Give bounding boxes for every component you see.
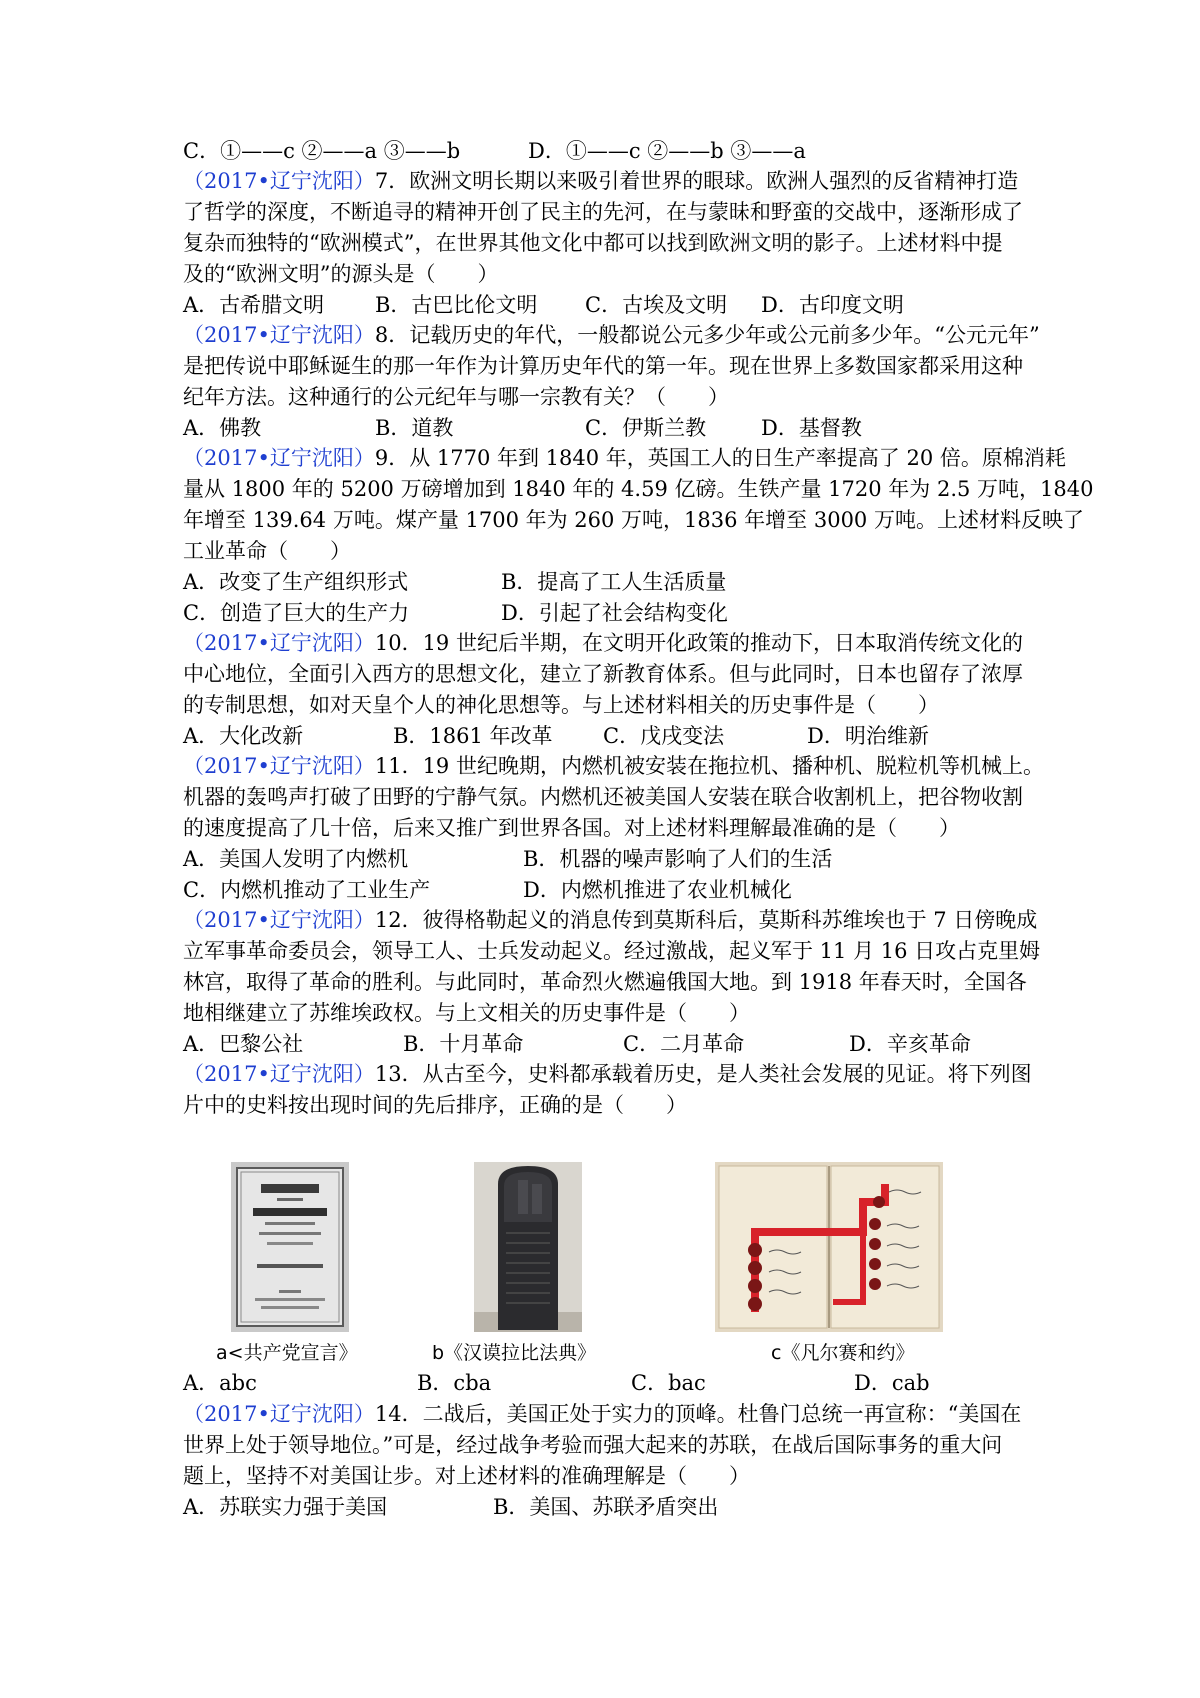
q7-option-d[interactable]: D．古印度文明 bbox=[761, 293, 904, 317]
q9-line-1: （2017•辽宁沈阳）9．从 1770 年到 1840 年，英国工人的日生产率提高了 20 倍。原棉消耗 bbox=[183, 446, 1066, 470]
q10-option-b[interactable]: B．1861 年改革 bbox=[393, 724, 553, 748]
q7-line-4: 及的“欧洲文明”的源头是（ ） bbox=[183, 262, 499, 286]
q13-option-d[interactable]: D．cab bbox=[854, 1371, 930, 1395]
q10-options-row bbox=[183, 721, 1063, 752]
q11-option-c[interactable]: C．内燃机推动了工业生产 bbox=[183, 878, 431, 902]
q9-option-a[interactable]: A．改变了生产组织形式 bbox=[183, 570, 409, 594]
q8-line-2: 是把传说中耶稣诞生的那一年作为计算历史年代的第一年。现在世界上多数国家都采用这种 bbox=[183, 354, 1023, 378]
q12-line-3: 林宫，取得了革命的胜利。与此同时，革命烈火燃遍俄国大地。到 1918 年春天时，全国各 bbox=[183, 970, 1027, 994]
source-tag: （2017•辽宁沈阳） bbox=[183, 631, 375, 655]
q11-line-1: （2017•辽宁沈阳）11．19 世纪晚期，内燃机被安装在拖拉机、播种机、脱粒机等机械上。 bbox=[183, 754, 1044, 778]
q13-option-b[interactable]: B．cba bbox=[417, 1371, 492, 1395]
q9-line-4: 工业革命（ ） bbox=[183, 539, 351, 563]
q11-options-row-2 bbox=[183, 875, 1063, 906]
q13-option-a[interactable]: A．abc bbox=[183, 1371, 257, 1395]
q8-option-a[interactable]: A．佛教 bbox=[183, 416, 262, 440]
q13-line-2: 片中的史料按出现时间的先后排序，正确的是（ ） bbox=[183, 1093, 687, 1117]
q11-line-3: 的速度提高了几十倍，后来又推广到世界各国。对上述材料理解最准确的是（ ） bbox=[183, 816, 960, 840]
q7-line-2: 了哲学的深度，不断追寻的精神开创了民主的先河，在与蒙昧和野蛮的交战中，逐渐形成了 bbox=[183, 200, 1023, 224]
source-tag: （2017•辽宁沈阳） bbox=[183, 446, 375, 470]
q11-option-b[interactable]: B．机器的噪声影响了人们的生活 bbox=[523, 847, 833, 871]
q12-option-b[interactable]: B．十月革命 bbox=[403, 1032, 524, 1056]
q14-line-1: （2017•辽宁沈阳）14．二战后，美国正处于实力的顶峰。杜鲁门总统一再宣称：“美国在 bbox=[183, 1402, 1022, 1426]
caption-c: c《凡尔赛和约》 bbox=[771, 1342, 915, 1364]
source-tag: （2017•辽宁沈阳） bbox=[183, 323, 375, 347]
q12-option-c[interactable]: C．二月革命 bbox=[623, 1032, 745, 1056]
q10-line-1: （2017•辽宁沈阳）10．19 世纪后半期，在文明开化政策的推动下，日本取消传统文化的 bbox=[183, 631, 1023, 655]
q7-line-1: （2017•辽宁沈阳）7．欧洲文明长期以来吸引着世界的眼球。欧洲人强烈的反省精神打造 bbox=[183, 169, 1019, 193]
q10-line-3: 的专制思想，如对天皇个人的神化思想等。与上述材料相关的历史事件是（ ） bbox=[183, 693, 939, 717]
q14-option-a[interactable]: A．苏联实力强于美国 bbox=[183, 1495, 388, 1519]
q11-line-2: 机器的轰鸣声打破了田野的宁静气氛。内燃机还被美国人安装在联合收割机上，把谷物收割 bbox=[183, 785, 1023, 809]
versailles-treaty-image bbox=[715, 1162, 943, 1332]
source-tag: （2017•辽宁沈阳） bbox=[183, 908, 375, 932]
q12-options-row bbox=[183, 1029, 1063, 1060]
q13-option-c[interactable]: C．bac bbox=[631, 1371, 706, 1395]
source-tag: （2017•辽宁沈阳） bbox=[183, 754, 375, 778]
q6-options-row bbox=[183, 136, 1063, 167]
q8-line-1: （2017•辽宁沈阳）8．记载历史的年代，一般都说公元多少年或公元前多少年。“公元元年” bbox=[183, 323, 1040, 347]
q8-option-d[interactable]: D．基督教 bbox=[761, 416, 862, 440]
q12-option-a[interactable]: A．巴黎公社 bbox=[183, 1032, 304, 1056]
q13-line-1: （2017•辽宁沈阳）13．从古至今，史料都承载着历史，是人类社会发展的见证。将下列图 bbox=[183, 1062, 1032, 1086]
q8-line-3: 纪年方法。这种通行的公元纪年与哪一宗教有关？（ ） bbox=[183, 385, 729, 409]
q14-line-2: 世界上处于领导地位。”可是，经过战争考验而强大起来的苏联，在战后国际事务的重大问 bbox=[183, 1433, 1003, 1457]
q14-options-row bbox=[183, 1492, 1063, 1523]
q9-option-d[interactable]: D．引起了社会结构变化 bbox=[501, 601, 728, 625]
q8-option-b[interactable]: B．道教 bbox=[375, 416, 454, 440]
q7-options-row bbox=[183, 290, 1063, 321]
q8-option-c[interactable]: C．伊斯兰教 bbox=[585, 416, 707, 440]
q9-line-2: 量从 1800 年的 5200 万磅增加到 1840 年的 4.59 亿磅。生铁产量 1720 年为 2.5 万吨，1840 bbox=[183, 477, 1094, 501]
manifesto-image bbox=[231, 1162, 349, 1332]
q10-option-c[interactable]: C．戊戌变法 bbox=[603, 724, 725, 748]
q12-option-d[interactable]: D．辛亥革命 bbox=[849, 1032, 971, 1056]
q9-options-row-2 bbox=[183, 598, 1063, 629]
caption-a: a<共产党宣言》 bbox=[216, 1342, 358, 1364]
q12-line-4: 地相继建立了苏维埃政权。与上文相关的历史事件是（ ） bbox=[183, 1001, 750, 1025]
q7-option-b[interactable]: B．古巴比伦文明 bbox=[375, 293, 538, 317]
q8-options-row bbox=[183, 413, 1063, 444]
q11-options-row-1 bbox=[183, 844, 1063, 875]
q14-line-3: 题上，坚持不对美国让步。对上述材料的准确理解是（ ） bbox=[183, 1464, 750, 1488]
hammurabi-stele-image bbox=[474, 1162, 582, 1332]
q14-option-b[interactable]: B．美国、苏联矛盾突出 bbox=[493, 1495, 719, 1519]
q7-line-3: 复杂而独特的“欧洲模式”，在世界其他文化中都可以找到欧洲文明的影子。上述材料中提 bbox=[183, 231, 1003, 255]
q9-option-c[interactable]: C．创造了巨大的生产力 bbox=[183, 601, 410, 625]
caption-b: b《汉谟拉比法典》 bbox=[432, 1342, 597, 1364]
q6-option-d[interactable]: D．①——c ②——b ③——a bbox=[528, 139, 806, 163]
q11-option-a[interactable]: A．美国人发明了内燃机 bbox=[183, 847, 409, 871]
q12-line-2: 立军事革命委员会，领导工人、士兵发动起义。经过激战，起义军于 11 月 16 日攻占克里姆 bbox=[183, 939, 1041, 963]
q10-option-a[interactable]: A．大化改新 bbox=[183, 724, 304, 748]
source-tag: （2017•辽宁沈阳） bbox=[183, 169, 375, 193]
q7-option-a[interactable]: A．古希腊文明 bbox=[183, 293, 325, 317]
q10-line-2: 中心地位，全面引入西方的思想文化，建立了新教育体系。但与此同时，日本也留存了浓厚 bbox=[183, 662, 1023, 686]
source-tag: （2017•辽宁沈阳） bbox=[183, 1402, 375, 1426]
q11-option-d[interactable]: D．内燃机推进了农业机械化 bbox=[523, 878, 792, 902]
q12-line-1: （2017•辽宁沈阳）12．彼得格勒起义的消息传到莫斯科后，莫斯科苏维埃也于 7 日傍晚成 bbox=[183, 908, 1038, 932]
q10-option-d[interactable]: D．明治维新 bbox=[807, 724, 929, 748]
q6-option-c[interactable]: C．①——c ②——a ③——b bbox=[183, 139, 461, 163]
q9-option-b[interactable]: B．提高了工人生活质量 bbox=[501, 570, 727, 594]
q7-option-c[interactable]: C．古埃及文明 bbox=[585, 293, 728, 317]
q9-line-3: 年增至 139.64 万吨。煤产量 1700 年为 260 万吨，1836 年增至 3000 万吨。上述材料反映了 bbox=[183, 508, 1084, 532]
q13-options-row bbox=[183, 1368, 1063, 1399]
source-tag: （2017•辽宁沈阳） bbox=[183, 1062, 375, 1086]
q9-options-row-1 bbox=[183, 567, 1063, 598]
